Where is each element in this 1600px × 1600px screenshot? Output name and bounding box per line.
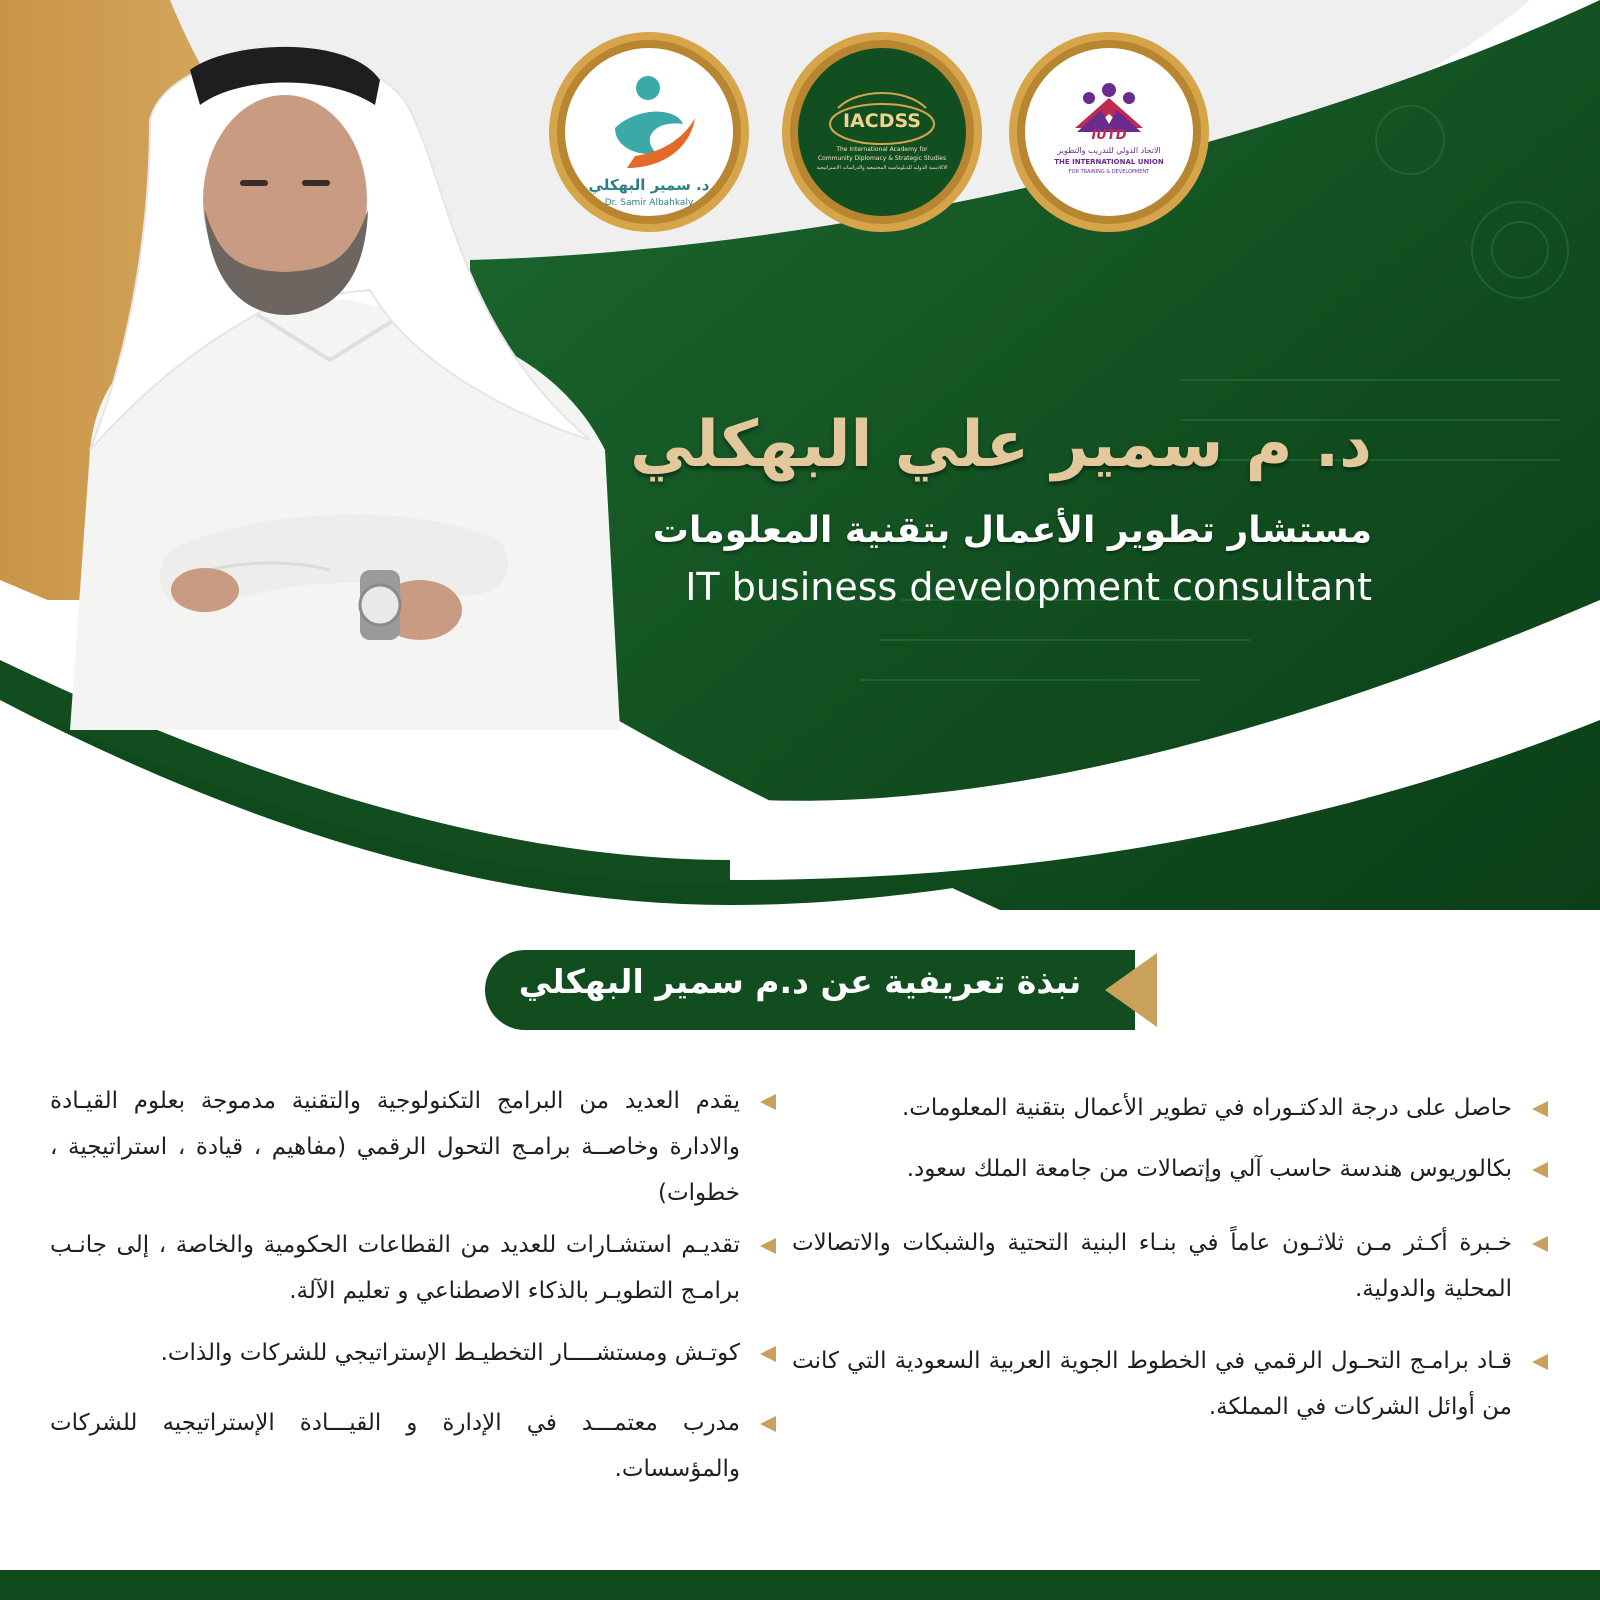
academy-line2: Community Diplomacy & Strategic Studies (817, 155, 947, 162)
academy-line1: The International Academy for (836, 146, 928, 153)
union-sub-en: FOR TRAINING & DEVELOPMENT (1068, 169, 1150, 175)
union-name-ar: الاتحاد الدولي للتدريب والتطوير (1057, 146, 1161, 155)
academy-line3: الأكاديمية الدولية للدبلوماسية المجتمعية والدراسات الاستراتيجية (816, 165, 948, 171)
section-arrow-icon (1105, 953, 1157, 1027)
person-name-title: د. م سمير علي البهكلي (630, 408, 1372, 482)
union-abbr: IUTD (1091, 128, 1127, 143)
iacdss-academy-badge (778, 28, 986, 236)
iutd-union-badge (1005, 28, 1213, 236)
bio-item-doctorate: حاصل على درجة الدكتـوراه في تطوير الأعمال بتقنية المعلومات. (772, 1085, 1512, 1131)
bio-item-experience: خـبرة أكـثر مـن ثلاثـون عاماً في بنـاء البنية التحتية والشبكات والاتصالات المحلية والدولية. (792, 1220, 1512, 1312)
portrait-photo (30, 30, 630, 730)
personal-logo-name-en: Dr. Samir Albahkaly (604, 198, 694, 208)
bio-item-trainer: مدرب معتمـــد في الإدارة و القيـــادة الإستراتيجيه للشركات والمؤسسات. (50, 1400, 740, 1492)
bio-item-consulting: تقديـم استشـارات للعديد من القطاعات الحكومية والخاصة ، إلى جانـب برامـج التطويـر بالذكاء الاصطناعي و تعليم الآلة. (50, 1222, 740, 1314)
bio-item-bachelor: بكالوريوس هندسة حاسب آلي وإتصالات من جامعة الملك سعود. (772, 1146, 1512, 1192)
bio-item-coach: كوتـش ومستشــــار التخطيـط الإستراتيجي للشركات والذات. (50, 1330, 740, 1376)
footer-bar (0, 1570, 1600, 1600)
union-name-en: THE INTERNATIONAL UNION (1054, 158, 1164, 166)
bio-item-programs: يقدم العديد من البرامج التكنولوجية والتقنية مدموجة بعلوم القيـادة والادارة وخاصــة برامـج التحول الرقمي (مفاهيم ، قيادة ، استراتيجية ، خطوات) (50, 1078, 740, 1216)
personal-logo-name-ar: د. سمير البهكلي (588, 176, 710, 194)
academy-abbr: IACDSS (842, 110, 921, 132)
role-english: IT business development consultant (685, 565, 1372, 609)
role-arabic: مستشار تطوير الأعمال بتقنية المعلومات (652, 510, 1372, 551)
section-title: نبذة تعريفية عن د.م سمير البهكلي (518, 962, 1082, 1001)
bio-item-digital-transformation: قـاد برامـج التحـول الرقمي في الخطوط الجوية العربية السعودية التي كانت من أوائل الشركات في المملكة. (792, 1338, 1512, 1430)
